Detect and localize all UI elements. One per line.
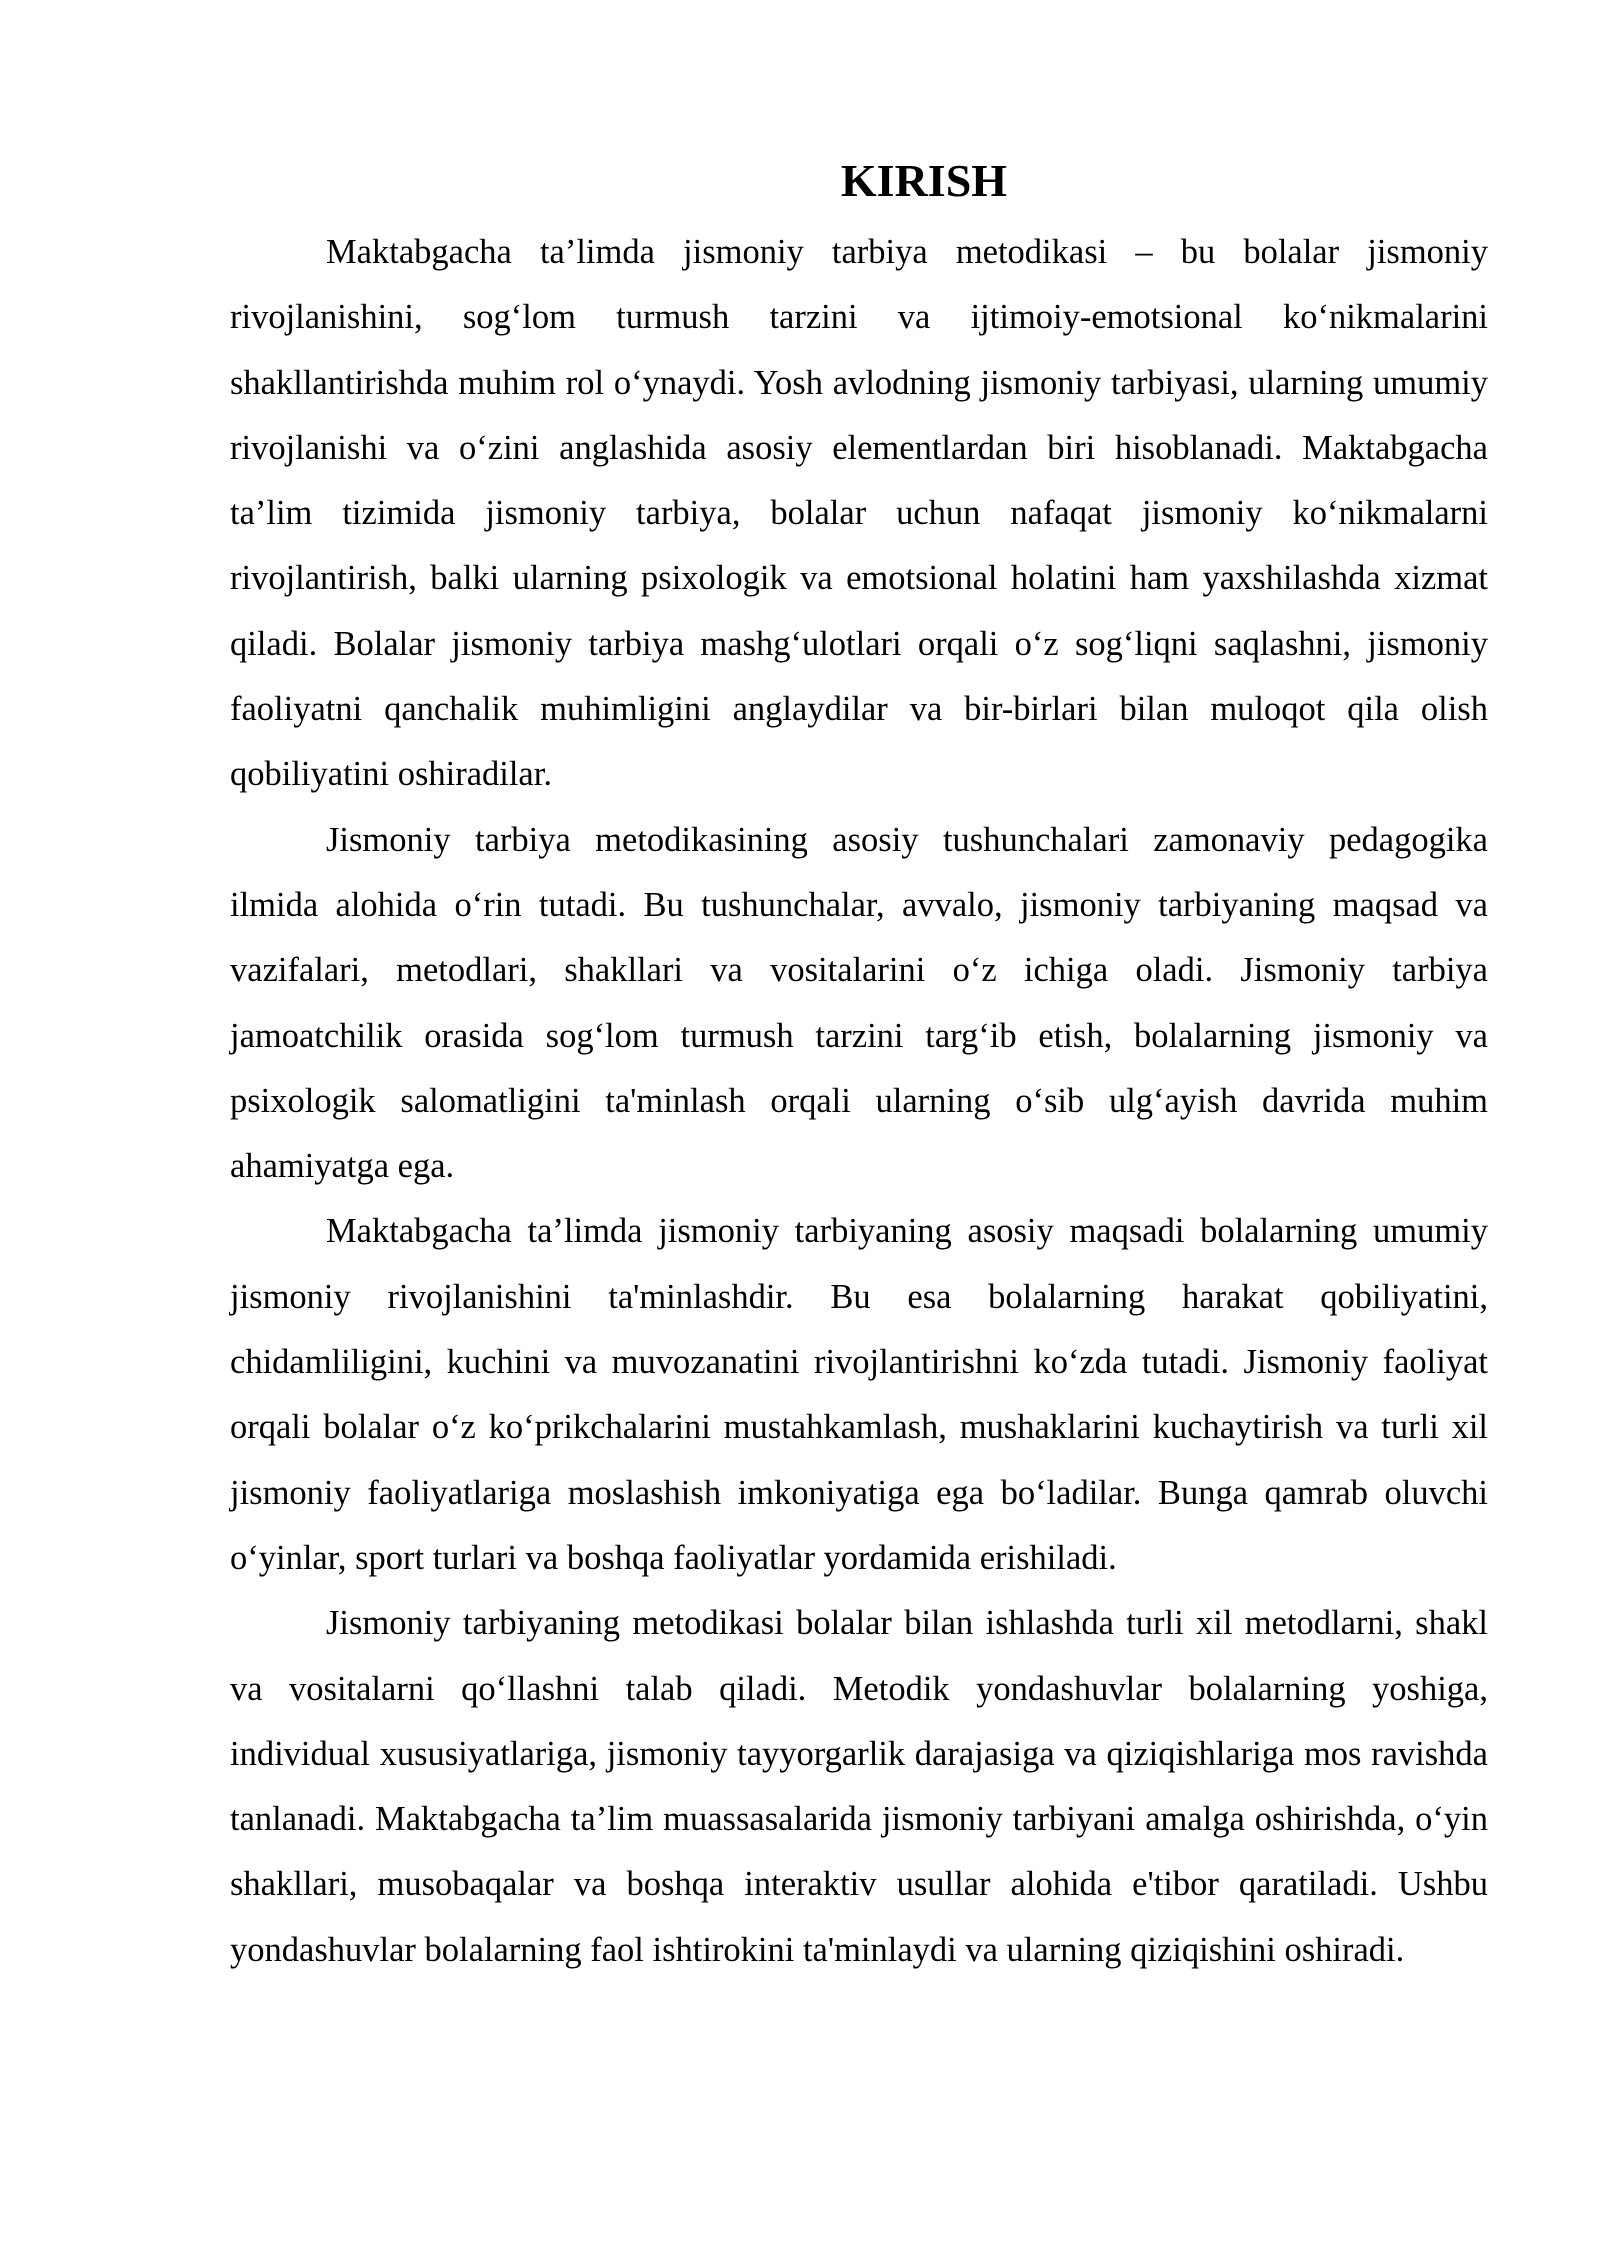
- page-title: KIRISH: [840, 155, 1008, 206]
- paragraph-4: Jismoniy tarbiyaning metodikasi bolalar bilan ishlashda turli xil metodlarni, shakl va vositalarni qo‘llashni talab qiladi. Metodik yondashuvlar bolalarning yoshiga, individual xususiyatlariga, jismoniy tayyorgarlik darajasiga va qiziqishlariga mos ravishda tanlanadi. Maktabgacha ta’lim muassasalarida jismoniy tarbiyani amalga oshirishda, o‘yin shakllari, musobaqalar va boshqa interaktiv usullar alohida e'tibor qaratiladi. Ushbu yondashuvlar bolalarning faol ishtirokini ta'minlaydi va ularning qiziqishini oshiradi.: [230, 1604, 1488, 1969]
- paragraph-3: Maktabgacha ta’limda jismoniy tarbiyaning asosiy maqsadi bolalarning umumiy jismoniy rivojlanishini ta'minlashdir. Bu esa bolalarning harakat qobiliyatini, chidamliligini, kuchini va muvozanatini rivojlantirishni ko‘zda tutadi. Jismoniy faoliyat orqali bolalar o‘z ko‘prikchalarini mustahkamlash, mushaklarini kuchaytirish va turli xil jismoniy faoliyatlariga moslashish imkoniyatiga ega bo‘ladilar. Bunga qamrab oluvchi o‘yinlar, sport turlari va boshqa faoliyatlar yordamida erishiladi.: [230, 1212, 1488, 1577]
- paragraph-2: Jismoniy tarbiya metodikasining asosiy tushunchalari zamonaviy pedagogika ilmida alohida o‘rin tutadi. Bu tushunchalar, avvalo, jismoniy tarbiyaning maqsad va vazifalari, metodlari, shakllari va vositalarini o‘z ichiga oladi. Jismoniy tarbiya jamoatchilik orasida sog‘lom turmush tarzini targ‘ib etish, bolalarning jismoniy va psixologik salomatligini ta'minlash orqali ularning o‘sib ulg‘ayish davrida muhim ahamiyatga ega.: [230, 820, 1488, 1186]
- document-body: [230, 150, 1488, 1983]
- paragraph-1: Maktabgacha ta’limda jismoniy tarbiya metodikasi – bu bolalar jismoniy rivojlanishini, sog‘lom turmush tarzini va ijtimoiy-emotsional ko‘nikmalarini shakllantirishda muhim rol o‘ynaydi. Yosh avlodning jismoniy tarbiyasi, ularning umumiy rivojlanishi va o‘zini anglashida asosiy elementlardan biri hisoblanadi. Maktabgacha ta’lim tizimida jismoniy tarbiya, bolalar uchun nafaqat jismoniy ko‘nikmalarni rivojlantirish, balki ularning psixologik va emotsional holatini ham yaxshilashda xizmat qiladi. Bolalar jismoniy tarbiya mashg‘ulotlari orqali o‘z sog‘liqni saqlashni, jismoniy faoliyatni qanchalik muhimligini anglaydilar va bir-birlari bilan muloqot qila olish qobiliyatini oshiradilar.: [230, 233, 1488, 794]
